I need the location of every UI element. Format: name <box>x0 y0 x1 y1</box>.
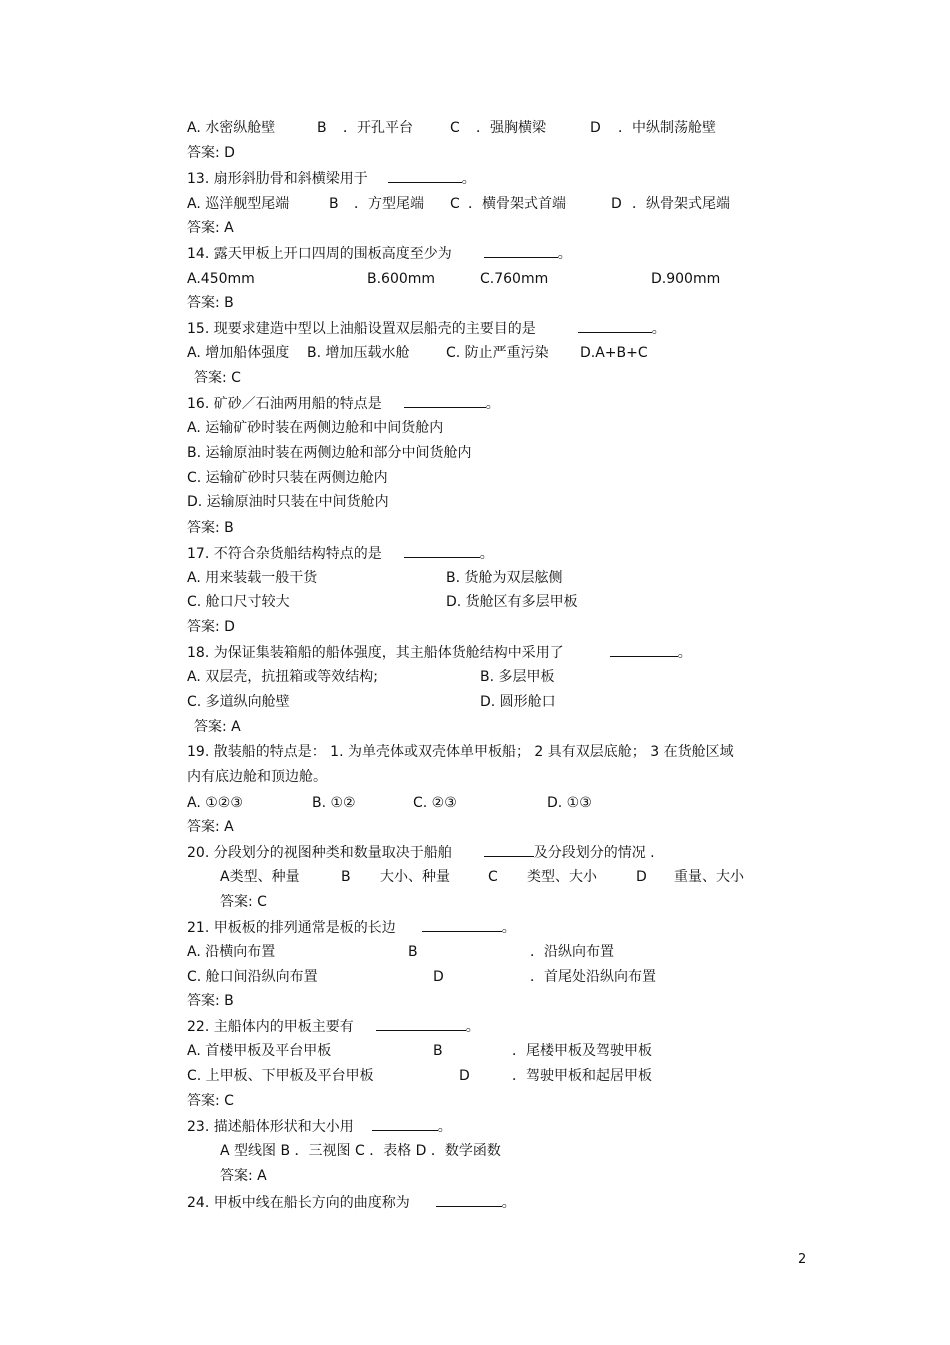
q20-option-b-text: 大小、种量 <box>380 869 450 885</box>
q21-stem-text: 21. 甲板板的排列通常是板的长边 <box>187 920 396 936</box>
q16-answer-blank <box>404 393 486 408</box>
page-number: 2 <box>798 1252 807 1267</box>
q21-option-a: A. 沿横向布置 <box>187 944 276 960</box>
q23-answer: 答案: A <box>220 1168 267 1184</box>
q17-option-b: B. 货舱为双层舷侧 <box>446 570 563 586</box>
q15-option-c: C. 防止严重污染 <box>446 345 549 361</box>
q24-stem-tail: 。 <box>501 1195 516 1211</box>
q19-stem-line2: 内有底边舱和顶边舱。 <box>187 769 327 785</box>
q22-stem <box>187 1016 480 1036</box>
q22-option-d-text: ．驾驶甲板和起居甲板 <box>512 1068 652 1084</box>
q20-option-c-text: 类型、大小 <box>527 869 597 885</box>
q18-stem-tail: 。 <box>677 645 692 661</box>
q24-answer-blank <box>436 1192 502 1207</box>
q21-option-d-text: ．首尾处沿纵向布置 <box>530 969 656 985</box>
q23-stem-text: 23. 描述船体形状和大小用 <box>187 1119 354 1135</box>
q23-options: A 型线图 B ．三视图 C ．表格 D ．数学函数 <box>220 1143 501 1159</box>
q12-option-c-letter: C <box>450 120 460 136</box>
q18-stem <box>187 642 692 662</box>
q22-option-a: A. 首楼甲板及平台甲板 <box>187 1043 332 1059</box>
q17-option-c: C. 舱口尺寸较大 <box>187 594 290 610</box>
q14-answer: 答案: B <box>187 295 234 311</box>
q20-stem-text: 20. 分段划分的视图种类和数量取决于船舶 <box>187 845 452 861</box>
q15-answer: 答案: C <box>194 370 241 386</box>
q16-option-d: D. 运输原油时只装在中间货舱内 <box>187 494 389 510</box>
q18-option-c: C. 多道纵向舱壁 <box>187 694 290 710</box>
q22-option-b-text: ．尾楼甲板及驾驶甲板 <box>512 1043 652 1059</box>
q21-stem-tail: 。 <box>501 920 516 936</box>
q18-answer-blank <box>610 642 678 657</box>
q14-option-b: B.600mm <box>367 271 436 287</box>
q13-answer-blank <box>388 168 462 183</box>
q12-option-a: A. 水密纵舱壁 <box>187 120 276 136</box>
q18-option-d: D. 圆形舱口 <box>480 694 556 710</box>
q21-option-c: C. 舱口间沿纵向布置 <box>187 969 318 985</box>
q20-option-b-letter: B <box>341 869 351 885</box>
q16-stem-text: 16. 矿砂／石油两用船的特点是 <box>187 396 382 412</box>
q13-option-d-text: ．纵骨架式尾端 <box>632 196 730 212</box>
q12-option-b-text: ．开孔平台 <box>343 120 413 136</box>
q22-option-b-letter: B <box>433 1043 443 1059</box>
q23-answer-blank <box>372 1116 438 1131</box>
q22-stem-text: 22. 主船体内的甲板主要有 <box>187 1019 354 1035</box>
q18-stem-text: 18. 为保证集装箱船的船体强度，其主船体货舱结构中采用了 <box>187 645 564 661</box>
q18-answer: 答案: A <box>194 719 241 735</box>
q24-stem-text: 24. 甲板中线在船长方向的曲度称为 <box>187 1195 410 1211</box>
q12-option-d-letter: D <box>590 120 601 136</box>
q17-answer: 答案: D <box>187 619 235 635</box>
q14-stem <box>187 243 572 263</box>
q13-stem-text: 13. 扇形斜肋骨和斜横梁用于 <box>187 171 368 187</box>
q21-stem <box>187 917 516 937</box>
q14-option-d: D.900mm <box>651 271 721 287</box>
q22-answer-blank <box>376 1016 466 1031</box>
q18-option-a: A. 双层壳，抗扭箱或等效结构; <box>187 669 378 685</box>
q17-stem-text: 17. 不符合杂货船结构特点的是 <box>187 546 382 562</box>
q12-answer: 答案: D <box>187 145 235 161</box>
q14-stem-tail: 。 <box>557 246 572 262</box>
q21-option-d-letter: D <box>433 969 444 985</box>
q23-stem-tail: 。 <box>437 1119 452 1135</box>
q13-answer: 答案: A <box>187 220 234 236</box>
q24-stem <box>187 1192 516 1212</box>
q20-stem-tail: 及分段划分的情况 . <box>533 845 655 861</box>
q13-stem <box>187 168 476 188</box>
q12-option-b-letter: B <box>317 120 327 136</box>
q18-option-b: B. 多层甲板 <box>480 669 555 685</box>
q14-option-c: C.760mm <box>480 271 549 287</box>
q12-option-c-text: ．强胸横梁 <box>476 120 546 136</box>
q17-answer-blank <box>404 543 480 558</box>
q16-option-c: C. 运输矿砂时只装在两侧边舱内 <box>187 470 388 486</box>
q13-option-c-letter: C <box>450 196 460 212</box>
q13-option-a: A. 巡洋舰型尾端 <box>187 196 290 212</box>
q16-option-a: A. 运输矿砂时装在两侧边舱和中间货舱内 <box>187 420 444 436</box>
q15-stem-text: 15. 现要求建造中型以上油船设置双层船壳的主要目的是 <box>187 321 536 337</box>
q20-answer-blank <box>484 842 534 857</box>
q19-option-d: D. ①③ <box>547 795 592 811</box>
q22-option-d-letter: D <box>459 1068 470 1084</box>
q13-stem-tail: 。 <box>461 171 476 187</box>
q20-option-d-text: 重量、大小 <box>674 869 744 885</box>
q21-option-b-text: ．沿纵向布置 <box>530 944 614 960</box>
q15-stem-tail: 。 <box>651 321 666 337</box>
q13-option-b-text: ．方型尾端 <box>354 196 424 212</box>
q15-answer-blank <box>578 318 652 333</box>
q20-option-d-letter: D <box>636 869 647 885</box>
q14-option-a: A.450mm <box>187 271 255 287</box>
q19-option-c: C. ②③ <box>413 795 457 811</box>
q20-option-a: A类型、种量 <box>220 869 300 885</box>
q21-answer-blank <box>422 917 502 932</box>
q14-stem-text: 14. 露天甲板上开口四周的围板高度至少为 <box>187 246 452 262</box>
q13-option-b-letter: B <box>329 196 339 212</box>
q21-option-b-letter: B <box>408 944 418 960</box>
q16-answer: 答案: B <box>187 520 234 536</box>
q17-stem <box>187 543 494 563</box>
q16-option-b: B. 运输原油时装在两侧边舱和部分中间货舱内 <box>187 445 472 461</box>
q17-stem-tail: 。 <box>479 546 494 562</box>
q15-option-a: A. 增加船体强度 <box>187 345 290 361</box>
q22-answer: 答案: C <box>187 1093 234 1109</box>
q22-option-c: C. 上甲板、下甲板及平台甲板 <box>187 1068 374 1084</box>
q19-answer: 答案: A <box>187 819 234 835</box>
q20-option-c-letter: C <box>488 869 498 885</box>
q20-answer: 答案: C <box>220 894 267 910</box>
q14-answer-blank <box>484 243 558 258</box>
q22-stem-tail: 。 <box>465 1019 480 1035</box>
q19-stem-line1: 19. 散装船的特点是： 1. 为单壳体或双壳体单甲板船； 2 具有双层底舱； 3 在货舱区域 <box>187 744 734 760</box>
q17-option-d: D. 货舱区有多层甲板 <box>446 594 578 610</box>
q15-option-d: D.A+B+C <box>580 345 648 361</box>
q16-stem-tail: 。 <box>485 396 500 412</box>
q19-option-a: A. ①②③ <box>187 795 243 811</box>
q17-option-a: A. 用来装载一般干货 <box>187 570 318 586</box>
q12-option-d-text: ．中纵制荡舱壁 <box>618 120 716 136</box>
q15-option-b: B. 增加压载水舱 <box>307 345 410 361</box>
q16-stem <box>187 393 500 413</box>
q19-option-b: B. ①② <box>312 795 356 811</box>
q15-stem <box>187 318 666 338</box>
q13-option-c-text: ．横骨架式首端 <box>468 196 566 212</box>
q20-stem <box>187 842 655 862</box>
q23-stem <box>187 1116 452 1136</box>
q13-option-d-letter: D <box>611 196 622 212</box>
q21-answer: 答案: B <box>187 993 234 1009</box>
